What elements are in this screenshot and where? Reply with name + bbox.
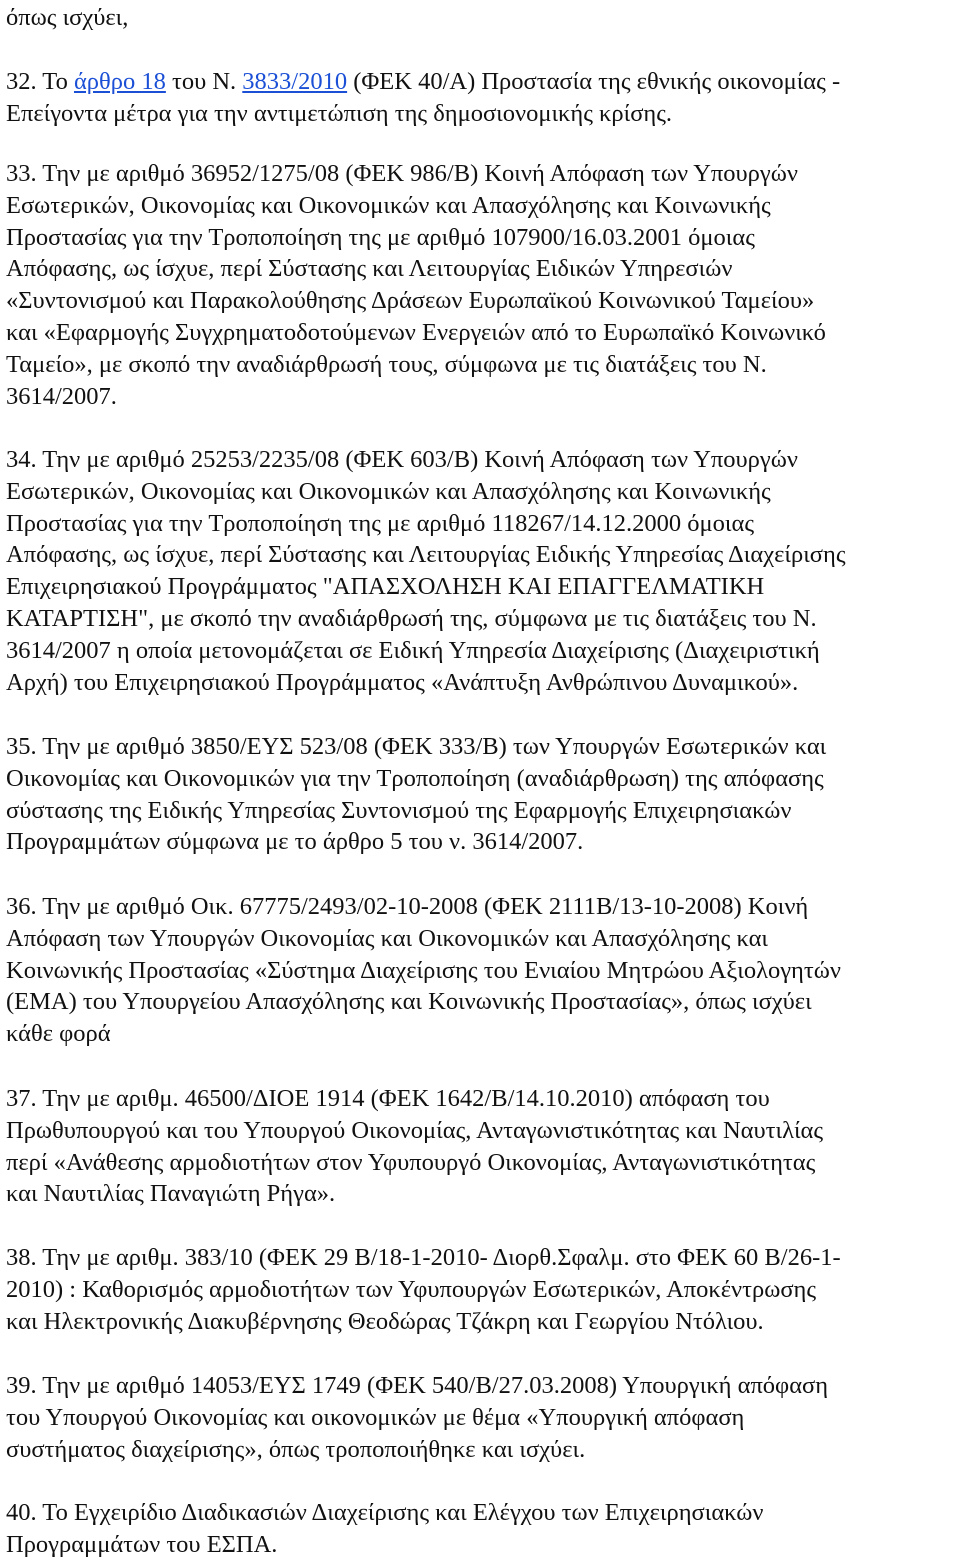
item-34-line: Εσωτερικών, Οικονομίας και Οικονομικών και Απασχόλησης και Κοινωνικής: [6, 477, 771, 505]
item-34: [6, 444, 960, 698]
item-37-line: και Ναυτιλίας Παναγιώτη Ρήγα».: [6, 1180, 336, 1208]
item-36: [6, 891, 960, 1050]
item-37-line: 37. Την με αριθμ. 46500/ΔΙΟΕ 1914 (ΦΕΚ 1642/Β/14.10.2010) απόφαση του: [6, 1085, 770, 1112]
item-32-line-2: Επείγοντα μέτρα για την αντιμετώπιση της δημοσιονομικής κρίσης.: [6, 99, 673, 127]
item-35-line: Οικονομίας και Οικονομικών για την Τροποποίηση (αναδιάρθρωση) της απόφασης: [6, 764, 824, 792]
item-33-line: Προστασίας για την Τροποποίηση της με αριθμό 107900/16.03.2001 όμοιας: [6, 223, 755, 251]
item-39-line: του Υπουργού Οικονομίας και οικονομικών με θέμα «Υπουργική απόφαση: [6, 1403, 745, 1431]
item-34-line: Προστασίας για την Τροποποίηση της με αριθμό 118267/14.12.2000 όμοιας: [6, 509, 755, 537]
item-34-line: Αρχή) του Επιχειρησιακού Προγράμματος «Ανάπτυξη Ανθρώπινου Δυναμικού».: [6, 668, 799, 696]
item-39-line: 39. Την με αριθμό 14053/ΕΥΣ 1749 (ΦΕΚ 540/Β/27.03.2008) Υπουργική απόφαση: [6, 1372, 829, 1399]
law-3833-2010-link[interactable]: 3833/2010: [242, 68, 348, 95]
item-39: [6, 1370, 960, 1465]
item-36-line: κάθε φορά: [6, 1020, 111, 1048]
item-38-line: 2010) : Καθορισμός αρμοδιοτήτων των Υφυπουργών Εσωτερικών, Αποκέντρωσης: [6, 1275, 817, 1303]
item-33-line: 3614/2007.: [6, 382, 117, 410]
item-36-line: 36. Την με αριθμό Οικ. 67775/2493/02-10-2008 (ΦΕΚ 2111Β/13-10-2008) Κοινή: [6, 893, 809, 920]
item-35-line: σύστασης της Ειδικής Υπηρεσίας Συντονισμού της Εφαρμογής Επιχειρησιακών: [6, 796, 792, 824]
item-32-middle: του Ν.: [165, 68, 243, 95]
article-18-link[interactable]: άρθρο 18: [73, 68, 166, 95]
item-36-line: Κοινωνικής Προστασίας «Σύστημα Διαχείρισης του Ενιαίου Μητρώου Αξιολογητών: [6, 956, 841, 984]
item-32-prefix: 32. Το: [6, 68, 74, 95]
item-38-line: 38. Την με αριθμ. 383/10 (ΦΕΚ 29 Β/18-1-2010- Διορθ.Σφαλμ. στο ΦΕΚ 60 Β/26-1-: [6, 1244, 841, 1271]
item-37: [6, 1083, 960, 1210]
item-36-line: (ΕΜΑ) του Υπουργείου Απασχόλησης και Κοινωνικής Προστασίας», όπως ισχύει: [6, 988, 812, 1016]
item-32-suffix: (ΦΕΚ 40/Α) Προστασία της εθνικής οικονομίας -: [347, 68, 841, 95]
item-32-line-1: [6, 66, 960, 98]
item-33: [6, 158, 960, 412]
item-35: [6, 731, 960, 858]
item-37-line: περί «Ανάθεσης αρμοδιοτήτων στον Υφυπουργό Οικονομίας, Ανταγωνιστικότητας: [6, 1148, 816, 1176]
item-34-line: 34. Την με αριθμό 25253/2235/08 (ΦΕΚ 603/Β) Κοινή Απόφαση των Υπουργών: [6, 446, 798, 473]
intro-paragraph: [6, 2, 960, 34]
item-38-line: και Ηλεκτρονικής Διακυβέρνησης Θεοδώρας Τζάκρη και Γεωργίου Ντόλιου.: [6, 1307, 764, 1335]
item-33-line: και «Εφαρμογής Συγχρηματοδοτούμενων Ενεργειών από το Ευρωπαϊκό Κοινωνικό: [6, 318, 826, 346]
item-33-line: Εσωτερικών, Οικονομίας και Οικονομικών και Απασχόλησης και Κοινωνικής: [6, 191, 771, 219]
item-34-line: Επιχειρησιακού Προγράμματος "ΑΠΑΣΧΟΛΗΣΗ ΚΑΙ ΕΠΑΓΓΕΛΜΑΤΙΚΗ: [6, 573, 765, 601]
item-35-line: Προγραμμάτων σύμφωνα με το άρθρο 5 του ν. 3614/2007.: [6, 828, 584, 856]
item-34-line: 3614/2007 η οποία μετονομάζεται σε Ειδική Υπηρεσία Διαχείρισης (Διαχειριστική: [6, 636, 820, 664]
item-34-line: Απόφασης, ως ίσχυε, περί Σύστασης και Λειτουργίας Ειδικής Υπηρεσίας Διαχείρισης: [6, 541, 846, 569]
item-33-line: Ταμείο», με σκοπό την αναδιάρθρωσή τους, σύμφωνα με τις διατάξεις του Ν.: [6, 350, 767, 378]
item-39-line: συστήματος διαχείρισης», όπως τροποποιήθηκε και ισχύει.: [6, 1435, 586, 1463]
item-36-line: Απόφαση των Υπουργών Οικονομίας και Οικονομικών και Απασχόλησης και: [6, 924, 769, 952]
item-33-line: 33. Την με αριθμό 36952/1275/08 (ΦΕΚ 986/Β) Κοινή Απόφαση των Υπουργών: [6, 160, 798, 187]
item-33-line: «Συντονισμού και Παρακολούθησης Δράσεων Ευρωπαϊκού Κοινωνικού Ταμείου»: [6, 287, 815, 315]
item-40-line: 40. Το Εγχειρίδιο Διαδικασιών Διαχείρισης και Ελέγχου των Επιχειρησιακών: [6, 1499, 764, 1526]
item-32: [6, 66, 960, 130]
item-35-line: 35. Την με αριθμό 3850/ΕΥΣ 523/08 (ΦΕΚ 333/Β) των Υπουργών Εσωτερικών και: [6, 733, 827, 760]
item-40-line: Προγραμμάτων του ΕΣΠΑ.: [6, 1530, 278, 1558]
item-37-line: Πρωθυπουργού και του Υπουργού Οικονομίας, Ανταγωνιστικότητας και Ναυτιλίας: [6, 1116, 824, 1144]
item-34-line: ΚΑΤΑΡΤΙΣΗ", με σκοπό την αναδιάρθρωσή της, σύμφωνα με τις διατάξεις του Ν.: [6, 604, 817, 632]
item-40: [6, 1497, 960, 1561]
item-33-line: Απόφασης, ως ίσχυε, περί Σύστασης και Λειτουργίας Ειδικών Υπηρεσιών: [6, 255, 733, 283]
item-38: [6, 1242, 960, 1337]
intro-line: όπως ισχύει,: [6, 4, 129, 31]
